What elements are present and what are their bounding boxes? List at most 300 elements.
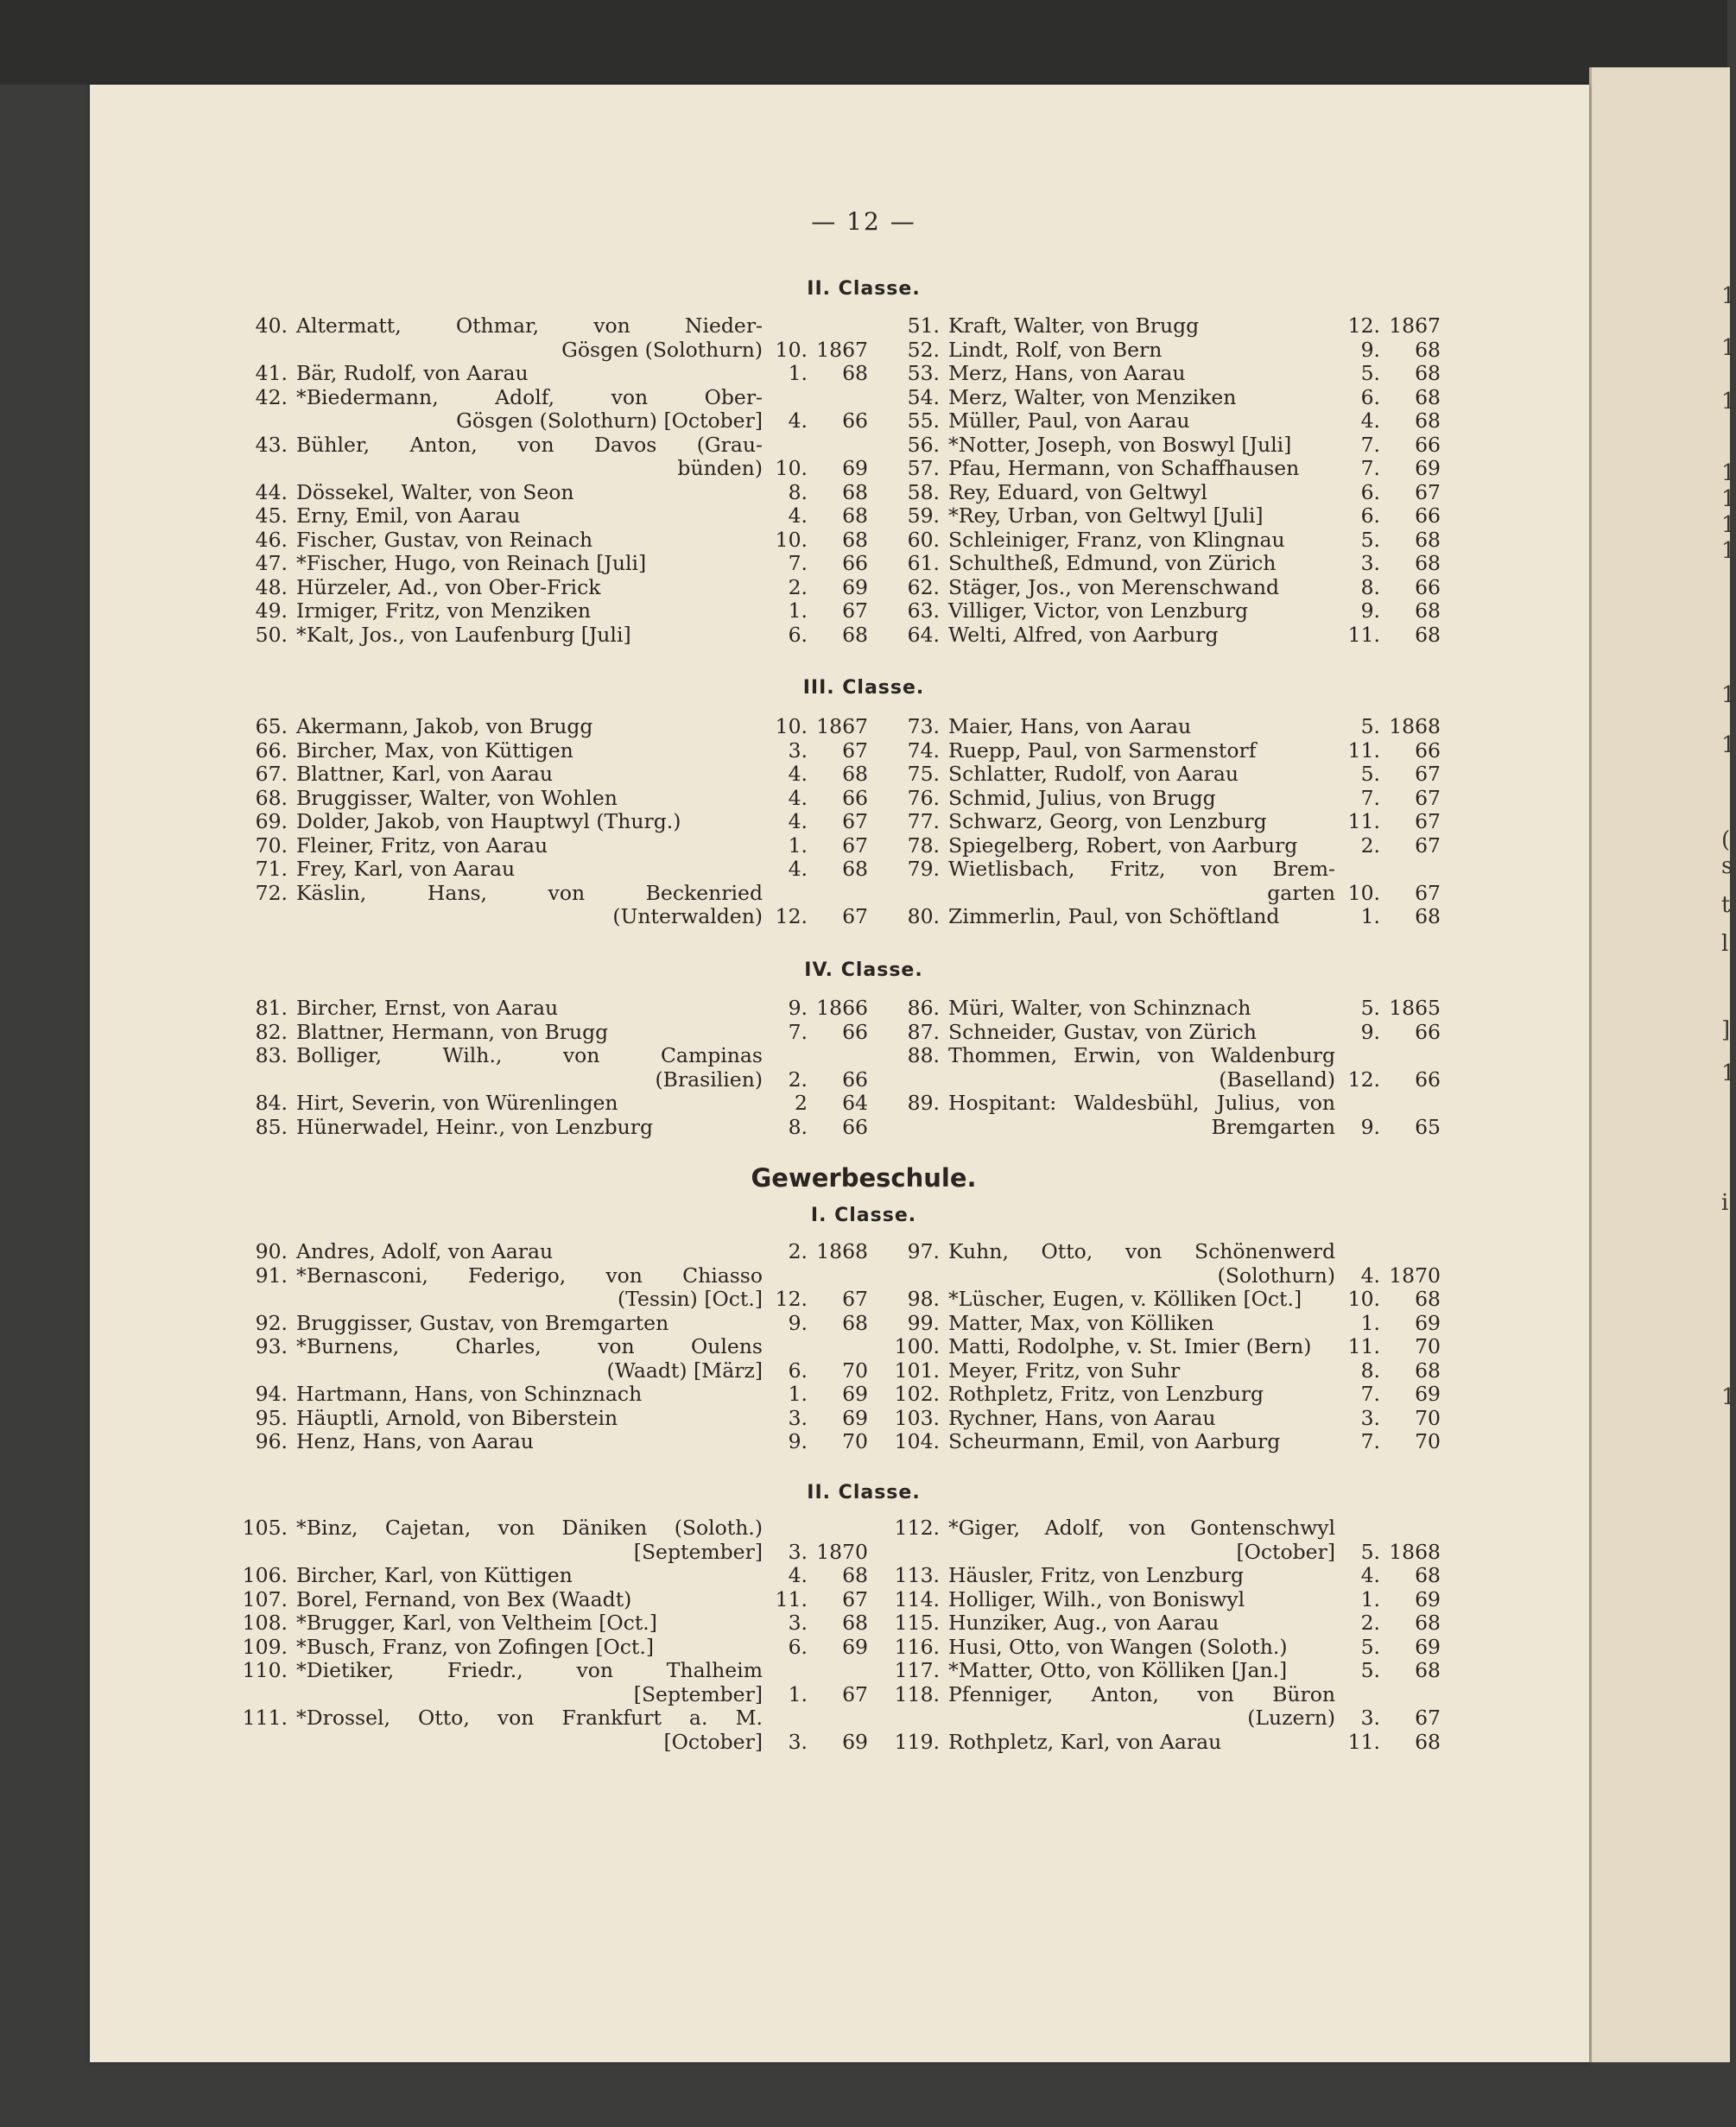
entry-name: [948, 386, 1335, 410]
list-entry: [234, 434, 868, 481]
entry-text: Bircher, Max, von Küttigen: [296, 737, 573, 763]
entry-birth-month: 1.: [788, 1382, 808, 1406]
entry-text: Bär, Rudolf, von Aarau: [296, 361, 529, 385]
facing-page-edge: [1589, 67, 1736, 2062]
entry-text: Kuhn, Otto, von Schönenwerd: [948, 1239, 1335, 1263]
list-entry: [234, 529, 868, 553]
entry-birth-month: 7.: [1360, 456, 1380, 480]
entry-number: 109.: [242, 1634, 288, 1659]
entry-birth-year: 66: [842, 551, 868, 575]
entry-birth-month: 4.: [788, 1563, 808, 1587]
entry-name: [296, 1564, 763, 1588]
entry-name: [296, 1264, 763, 1288]
list-entry: [884, 1288, 1441, 1312]
list-entry: [884, 1731, 1441, 1755]
entry-number: 112.: [894, 1516, 940, 1540]
entry-line: [234, 1407, 868, 1431]
list-entry: [234, 1430, 868, 1454]
entry-line: [234, 834, 868, 858]
entry-text: garten: [1267, 880, 1335, 905]
entry-number: 61.: [907, 551, 940, 575]
entry-text: Häuptli, Arnold, von Biberstein: [296, 1405, 618, 1430]
entry-text: Merz, Walter, von Menziken: [948, 384, 1237, 409]
entry-birth-month: 5.: [1360, 1634, 1380, 1659]
entry-text: (Luzern): [1247, 1706, 1335, 1730]
entry-birth-year: 1870: [1389, 1263, 1441, 1288]
list-entry: [234, 1044, 868, 1092]
entry-number: 101.: [894, 1358, 940, 1383]
entry-name: [948, 997, 1335, 1021]
entry-text: Thommen, Erwin, von Waldenburg: [948, 1043, 1335, 1067]
entry-line: [234, 1611, 868, 1636]
entry-number: 88.: [907, 1043, 940, 1067]
entry-name: [948, 715, 1335, 739]
entry-line: [234, 339, 868, 363]
entry-line: [884, 997, 1441, 1021]
entry-name: [948, 1430, 1335, 1454]
entry-birth-month: 9.: [1360, 1019, 1380, 1044]
entry-name: [296, 763, 763, 787]
entry-name: [948, 552, 1335, 576]
entry-birth-month: 5.: [1360, 1539, 1380, 1564]
list-entry: [234, 599, 868, 624]
entry-name: [948, 504, 1335, 529]
entry-birth-month: 10.: [775, 714, 808, 738]
list-entry: [884, 1516, 1441, 1564]
list-entry: [234, 997, 868, 1021]
entry-number: 55.: [907, 408, 940, 433]
entry-line: [884, 1516, 1441, 1541]
entry-name: [948, 858, 1335, 882]
entry-line: [884, 1092, 1441, 1116]
entry-text: Matti, Rodolphe, v. St. Imier (Bern): [948, 1334, 1312, 1358]
entry-name: [296, 1516, 763, 1541]
entry-name: [296, 715, 763, 739]
entry-birth-year: 70: [842, 1429, 868, 1453]
student-column-right: [884, 997, 1441, 1139]
entry-line: [234, 576, 868, 600]
entry-name: [948, 1588, 1335, 1612]
entry-line: [884, 314, 1441, 339]
list-entry: [884, 1021, 1441, 1045]
entry-name: [948, 529, 1335, 553]
entry-birth-year: 66: [842, 1019, 868, 1044]
entry-line: [884, 1312, 1441, 1336]
entry-line: [234, 1240, 868, 1264]
entry-birth-year: 66: [1415, 574, 1441, 599]
entry-birth-year: 68: [1415, 1729, 1441, 1754]
list-entry: [234, 1116, 868, 1140]
list-entry: [884, 810, 1441, 834]
entry-line: [884, 481, 1441, 505]
entry-birth-year: 68: [842, 1310, 868, 1335]
entry-text: Pfenniger, Anton, von Büron: [948, 1681, 1335, 1706]
entry-name: [948, 1021, 1335, 1045]
entry-birth-year: 67: [1415, 479, 1441, 504]
list-entry: [884, 1359, 1441, 1383]
entry-name: [296, 1383, 763, 1407]
entry-birth-month: 8.: [788, 479, 808, 504]
entry-line: [234, 1683, 868, 1707]
entry-line: [884, 905, 1441, 929]
list-entry: [884, 339, 1441, 363]
entry-birth-month: 12.: [1347, 313, 1380, 338]
entry-text: Schlatter, Rudolf, von Aarau: [948, 762, 1239, 786]
entry-birth-month: 5.: [1360, 762, 1380, 786]
edge-char: l: [1721, 931, 1729, 957]
entry-text: Bruggisser, Gustav, von Bremgarten: [296, 1310, 669, 1335]
entry-name: [948, 434, 1335, 458]
entry-text: Altermatt, Othmar, von Nieder-: [296, 313, 763, 338]
entry-text: (Unterwalden): [612, 904, 763, 928]
entry-number: 111.: [242, 1706, 288, 1730]
entry-birth-year: 66: [1415, 1067, 1441, 1092]
entry-number: 47.: [255, 551, 288, 575]
entry-name: [948, 787, 1335, 811]
entry-text: *Lüscher, Eugen, v. Kölliken [Oct.]: [948, 1287, 1302, 1311]
entry-birth-year: 67: [842, 904, 868, 928]
student-column-left: [234, 997, 868, 1139]
entry-text: *Fischer, Hugo, von Reinach [Juli]: [296, 551, 647, 575]
class-heading: II. Classe.: [807, 1482, 921, 1503]
entry-name: [296, 314, 763, 339]
entry-birth-month: 12.: [775, 904, 808, 928]
entry-number: 119.: [894, 1729, 940, 1754]
entry-birth-year: 67: [842, 598, 868, 623]
entry-text: [September]: [633, 1539, 763, 1564]
edge-char: 1: [1721, 283, 1736, 309]
entry-name: [948, 314, 1335, 339]
entry-line: [234, 481, 868, 505]
list-entry: [234, 1240, 868, 1264]
entry-birth-month: 10.: [1347, 880, 1380, 905]
entry-line: [884, 339, 1441, 363]
entry-birth-year: 68: [1415, 1658, 1441, 1682]
list-entry: [884, 1044, 1441, 1092]
entry-birth-year: 1867: [816, 714, 868, 738]
entry-birth-month: 1.: [788, 1681, 808, 1706]
entry-number: 118.: [894, 1681, 940, 1706]
entry-number: 66.: [255, 737, 288, 763]
entry-number: 58.: [907, 479, 940, 504]
list-entry: [234, 1636, 868, 1660]
entry-birth-year: 68: [842, 361, 868, 385]
entry-birth-year: 69: [842, 1405, 868, 1430]
entry-number: 50.: [255, 622, 288, 647]
entry-line: [234, 1516, 868, 1541]
entry-name: [948, 1383, 1335, 1407]
entry-name: [296, 409, 763, 434]
entry-text: Matter, Max, von Kölliken: [948, 1310, 1214, 1335]
entry-birth-year: 1868: [816, 1239, 868, 1263]
entry-name: [296, 1021, 763, 1045]
entry-text: Hospitant: Waldesbühl, Julius, von: [948, 1091, 1335, 1115]
entry-number: 74.: [907, 737, 940, 763]
edge-char: 1: [1721, 732, 1736, 758]
entry-text: Villiger, Victor, von Lenzburg: [948, 598, 1249, 623]
student-column-left: [234, 314, 868, 647]
entry-text: Zimmerlin, Paul, von Schöftland: [948, 904, 1280, 928]
entry-number: 65.: [255, 714, 288, 738]
entry-birth-month: 5.: [1360, 714, 1380, 738]
entry-name: [296, 362, 763, 386]
edge-char: 1: [1721, 486, 1736, 512]
entry-birth-month: 5.: [1360, 527, 1380, 552]
entry-birth-month: 11.: [1347, 1729, 1380, 1754]
entry-name: [296, 576, 763, 600]
entry-name: [948, 834, 1335, 858]
list-entry: [884, 1312, 1441, 1336]
entry-text: Borel, Fernand, von Bex (Waadt): [296, 1586, 632, 1611]
entry-number: 99.: [907, 1310, 940, 1335]
entry-birth-year: 70: [1415, 1405, 1441, 1430]
entry-name: [296, 599, 763, 624]
entry-birth-month: 11.: [1347, 1334, 1380, 1358]
entry-number: 46.: [255, 527, 288, 552]
entry-birth-year: 69: [1415, 1586, 1441, 1611]
list-entry: [884, 1383, 1441, 1407]
student-column-left: [234, 715, 868, 929]
entry-text: Maier, Hans, von Aarau: [948, 714, 1192, 738]
entry-text: Akermann, Jakob, von Brugg: [296, 714, 593, 738]
entry-line: [884, 409, 1441, 434]
entry-text: Hartmann, Hans, von Schinznach: [296, 1382, 643, 1406]
entry-line: [234, 1312, 868, 1336]
entry-line: [234, 1359, 868, 1383]
entry-line: [884, 1335, 1441, 1359]
entry-number: 87.: [907, 1019, 940, 1044]
entry-number: 60.: [907, 527, 940, 552]
entry-name: [948, 409, 1335, 434]
entry-line: [884, 858, 1441, 882]
entry-birth-month: 5.: [1360, 361, 1380, 385]
entry-birth-month: 9.: [788, 996, 808, 1020]
entry-line: [234, 386, 868, 410]
entry-birth-month: 12.: [775, 1287, 808, 1311]
entry-number: 71.: [255, 857, 288, 881]
entry-line: [234, 1116, 868, 1140]
entry-text: *Binz, Cajetan, von Däniken (Soloth.): [296, 1516, 763, 1540]
entry-text: Husi, Otto, von Wangen (Soloth.): [948, 1634, 1288, 1659]
entry-birth-year: 67: [1415, 785, 1441, 810]
list-entry: [884, 858, 1441, 905]
list-entry: [884, 409, 1441, 434]
entry-birth-year: 69: [1415, 456, 1441, 480]
entry-line: [884, 1611, 1441, 1636]
entry-birth-month: 1.: [788, 598, 808, 623]
entry-text: Rothpletz, Fritz, von Lenzburg: [948, 1382, 1264, 1406]
entry-number: 53.: [907, 361, 940, 385]
entry-birth-year: 68: [1415, 1287, 1441, 1311]
entry-line: [234, 882, 868, 906]
entry-line: [234, 1288, 868, 1312]
entry-name: [296, 1588, 763, 1612]
entry-text: Häusler, Fritz, von Lenzburg: [948, 1563, 1245, 1587]
entry-name: [948, 362, 1335, 386]
entry-name: [948, 905, 1335, 929]
edge-char: ]: [1721, 1017, 1731, 1043]
entry-birth-year: 66: [1415, 503, 1441, 528]
entry-line: [884, 834, 1441, 858]
list-entry: [884, 481, 1441, 505]
entry-line: [884, 1636, 1441, 1660]
entry-text: [September]: [633, 1681, 763, 1706]
list-entry: [884, 905, 1441, 929]
list-entry: [884, 599, 1441, 624]
entry-birth-month: 6.: [788, 622, 808, 647]
entry-name: [296, 457, 763, 481]
entry-line: [234, 858, 868, 882]
entry-line: [884, 1588, 1441, 1612]
entry-birth-year: 68: [842, 527, 868, 552]
entry-number: 83.: [255, 1043, 288, 1067]
entry-text: *Drossel, Otto, von Frankfurt a. M.: [296, 1706, 763, 1730]
entry-birth-month: 12.: [1347, 1067, 1380, 1092]
entry-line: [234, 1044, 868, 1068]
entry-line: [234, 552, 868, 576]
entry-line: [884, 810, 1441, 834]
entry-name: [948, 1068, 1335, 1092]
list-entry: [884, 739, 1441, 763]
entry-birth-month: 6.: [788, 1358, 808, 1383]
entry-birth-month: 6.: [1360, 384, 1380, 409]
list-entry: [234, 1706, 868, 1754]
entry-birth-month: 3.: [1360, 1706, 1380, 1730]
entry-name: [948, 1335, 1335, 1359]
entry-number: 44.: [255, 479, 288, 504]
entry-name: [948, 599, 1335, 624]
entry-line: [234, 1021, 868, 1045]
entry-text: *Dietiker, Friedr., von Thalheim: [296, 1658, 763, 1682]
class-heading: II. Classe.: [807, 278, 921, 300]
student-column-right: [884, 1516, 1441, 1754]
entry-name: [948, 1659, 1335, 1683]
entry-text: Bruggisser, Walter, von Wohlen: [296, 785, 618, 810]
entry-text: (Brasilien): [655, 1067, 763, 1092]
entry-birth-year: 64: [842, 1091, 868, 1115]
entry-number: 90.: [255, 1239, 288, 1263]
entry-birth-year: 70: [1415, 1429, 1441, 1453]
entry-birth-year: 66: [1415, 1019, 1441, 1044]
list-entry: [234, 739, 868, 763]
entry-text: Bolliger, Wilh., von Campinas: [296, 1043, 763, 1067]
entry-text: Fischer, Gustav, von Reinach: [296, 527, 593, 552]
entry-name: [948, 1240, 1335, 1264]
entry-line: [234, 1264, 868, 1288]
entry-birth-year: 68: [842, 857, 868, 881]
entry-number: 69.: [255, 809, 288, 833]
entry-text: [October]: [663, 1729, 763, 1754]
entry-name: [296, 1359, 763, 1383]
entry-name: [296, 1312, 763, 1336]
entry-birth-month: 11.: [1347, 622, 1380, 647]
entry-birth-year: 67: [1415, 1706, 1441, 1730]
entry-line: [234, 599, 868, 624]
entry-line: [884, 362, 1441, 386]
entry-birth-year: 67: [1415, 762, 1441, 786]
entry-text: Frey, Karl, von Aarau: [296, 857, 516, 881]
entry-line: [884, 882, 1441, 906]
entry-birth-month: 9.: [1360, 598, 1380, 623]
entry-name: [296, 1335, 763, 1359]
entry-line: [884, 552, 1441, 576]
entry-name: [296, 1240, 763, 1264]
entry-birth-year: 67: [1415, 809, 1441, 833]
entry-birth-year: 67: [1415, 832, 1441, 858]
entry-line: [234, 1430, 868, 1454]
entry-line: [884, 599, 1441, 624]
entry-name: [296, 434, 763, 458]
entry-name: [296, 552, 763, 576]
list-entry: [884, 576, 1441, 600]
list-entry: [884, 552, 1441, 576]
list-entry: [884, 1335, 1441, 1359]
entry-line: [884, 1288, 1441, 1312]
entry-birth-month: 2.: [788, 1067, 808, 1092]
entry-number: 49.: [255, 598, 288, 623]
entry-birth-month: 8.: [1360, 574, 1380, 599]
entry-birth-year: 67: [842, 1586, 868, 1611]
edge-char: 1: [1721, 389, 1736, 415]
edge-char: 1: [1721, 335, 1736, 361]
entry-line: [884, 1706, 1441, 1731]
entry-name: [296, 739, 763, 763]
entry-birth-month: 7.: [1360, 1429, 1380, 1453]
list-entry: [234, 1564, 868, 1588]
entry-text: (Tessin) [Oct.]: [617, 1287, 763, 1311]
entry-line: [234, 529, 868, 553]
entry-name: [948, 1611, 1335, 1636]
entry-name: [948, 576, 1335, 600]
entry-text: Merz, Hans, von Aarau: [948, 361, 1186, 385]
entry-birth-month: 2.: [788, 1239, 808, 1263]
entry-name: [948, 1288, 1335, 1312]
entry-number: 107.: [242, 1586, 288, 1611]
entry-name: [948, 763, 1335, 787]
entry-line: [234, 1335, 868, 1359]
entry-text: Bircher, Ernst, von Aarau: [296, 996, 559, 1020]
entry-text: Irmiger, Fritz, von Menziken: [296, 598, 591, 623]
entry-number: 76.: [907, 785, 940, 810]
entry-text: Kraft, Walter, von Brugg: [948, 313, 1200, 338]
list-entry: [884, 1588, 1441, 1612]
entry-text: Wietlisbach, Fritz, von Brem-: [948, 857, 1335, 881]
entry-name: [948, 481, 1335, 505]
entry-number: 114.: [894, 1586, 940, 1611]
entry-birth-year: 65: [1415, 1114, 1441, 1139]
list-entry: [884, 504, 1441, 529]
entry-text: *Bernasconi, Federigo, von Chiasso: [296, 1263, 763, 1288]
entry-line: [234, 715, 868, 739]
entry-text: Hünerwadel, Heinr., von Lenzburg: [296, 1114, 654, 1139]
list-entry: [884, 1407, 1441, 1431]
entry-birth-month: 3.: [788, 1729, 808, 1754]
entry-name: [296, 1731, 763, 1755]
student-column-right: [884, 314, 1441, 647]
list-entry: [884, 1240, 1441, 1288]
list-entry: [884, 386, 1441, 410]
entry-birth-month: 8.: [788, 1114, 808, 1139]
entry-number: 98.: [907, 1287, 940, 1311]
entry-text: Andres, Adolf, von Aarau: [296, 1239, 554, 1263]
entry-text: Rey, Eduard, von Geltwyl: [948, 479, 1207, 504]
entry-text: (Baselland): [1219, 1067, 1335, 1092]
entry-birth-year: 68: [1415, 408, 1441, 433]
entry-birth-month: 10.: [775, 527, 808, 552]
list-entry: [884, 529, 1441, 553]
entry-line: [234, 787, 868, 811]
entry-line: [234, 457, 868, 481]
